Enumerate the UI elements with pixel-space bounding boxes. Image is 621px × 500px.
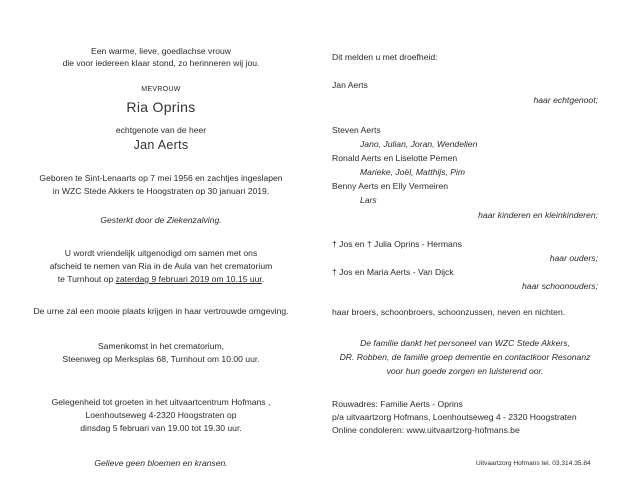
invite-line-1: U wordt vriendelijk uitgenodigd om samen met ons: [64, 248, 258, 258]
deceased-name: Ria Oprins: [126, 99, 196, 115]
invite-line-3: [18, 274, 304, 284]
invite-line-2: afscheid te nemen van Ria in de Aula van het crematorium: [49, 261, 273, 271]
urn-line: De urne zal een mooie plaats krijgen in haar vertrouwde omgeving.: [33, 306, 289, 316]
thanks-line-2: DR. Robben, de familie groep dementie en contactkoor Resonanz: [339, 352, 591, 362]
siblings-line: haar broers, schoonbroers, schoonzussen, neven en nichten.: [332, 307, 566, 317]
closing-line: Gelieve geen bloemen en kransen.: [94, 458, 228, 468]
title-label: MEVROUW: [141, 86, 181, 93]
inlaws-line: † Jos en Maria Aerts - Van Dijck: [332, 267, 454, 277]
address-line-2: p/a uitvaartzorg Hofmans, Loenhoutseweg 4 - 2320 Hoogstraten: [332, 412, 577, 422]
child-3: Benny Aerts en Elly Vermeiren: [332, 181, 449, 191]
birth-line-1: Geboren te Sint-Lenaarts op 7 mei 1956 en zachtjes ingeslapen: [39, 173, 283, 183]
sacrament-line: Gesterkt door de Ziekenzalving.: [100, 215, 222, 225]
condolence-line-2: Loenhoutseweg 4-2320 Hoogstraten op: [85, 410, 237, 420]
parents-line: † Jos en † Julia Oprins - Hermans: [332, 239, 462, 249]
funeral-home-footer: Uitvaartzorg Hofmans tel. 03.314.35.84: [476, 460, 591, 467]
opening-line-2: die voor iedereen klaar stond, zo herinneren wij jou.: [62, 58, 260, 68]
inlaws-role: haar schoonouders;: [522, 281, 598, 291]
gathering-line-2: Steenweg op Merksplas 68, Turnhout om 10.00 uur.: [62, 354, 260, 364]
intro-line: Dit melden u met droefheid:: [332, 52, 438, 62]
spouse-intro: echtgenote van de heer: [115, 125, 207, 135]
husband-name: Jan Aerts: [332, 80, 368, 90]
spouse-name: Jan Aerts: [133, 138, 189, 152]
invite-date: zaterdag 9 februari 2019 om 10.15 uur: [115, 274, 262, 284]
address-line-1: Rouwadres: Familie Aerts - Oprins: [332, 399, 463, 409]
opening-line-1: Een warme, lieve, goedlachse vrouw: [91, 46, 231, 56]
gathering-line-1: Samenkomst in het crematorium,: [97, 341, 225, 351]
parents-role: haar ouders;: [549, 253, 598, 263]
address-line-3: Online condoleren: www.uitvaartzorg-hofmans.be: [332, 425, 520, 435]
child-2: Ronald Aerts en Liselotte Pemen: [332, 153, 458, 163]
thanks-line-1: De familie dankt het personeel van WZC Stede Akkers,: [360, 338, 570, 348]
husband-role: haar echtgenoot;: [533, 95, 598, 105]
child-3-grandchildren: Lars: [360, 195, 377, 205]
child-2-grandchildren: Marieke, Joël, Matthijs, Pim: [360, 167, 466, 177]
thanks-line-3: voor hun goede zorgen en luisterend oor.: [386, 366, 544, 376]
child-1-grandchildren: Jano, Julian, Joran, Wendelien: [360, 139, 478, 149]
child-1: Steven Aerts: [332, 125, 381, 135]
birth-line-2: in WZC Stede Akkers te Hoogstraten op 30 januari 2019.: [52, 186, 270, 196]
condolence-line-3: dinsdag 5 februari van 19.00 tot 19.30 uur.: [80, 423, 242, 433]
invite-prefix: te Turnhout op: [57, 274, 116, 284]
invite-suffix: .: [261, 274, 265, 284]
children-role: haar kinderen en kleinkinderen;: [478, 210, 598, 220]
condolence-line-1: Gelegenheid tot groeten in het uitvaartcentrum Hofmans ,: [51, 397, 271, 407]
